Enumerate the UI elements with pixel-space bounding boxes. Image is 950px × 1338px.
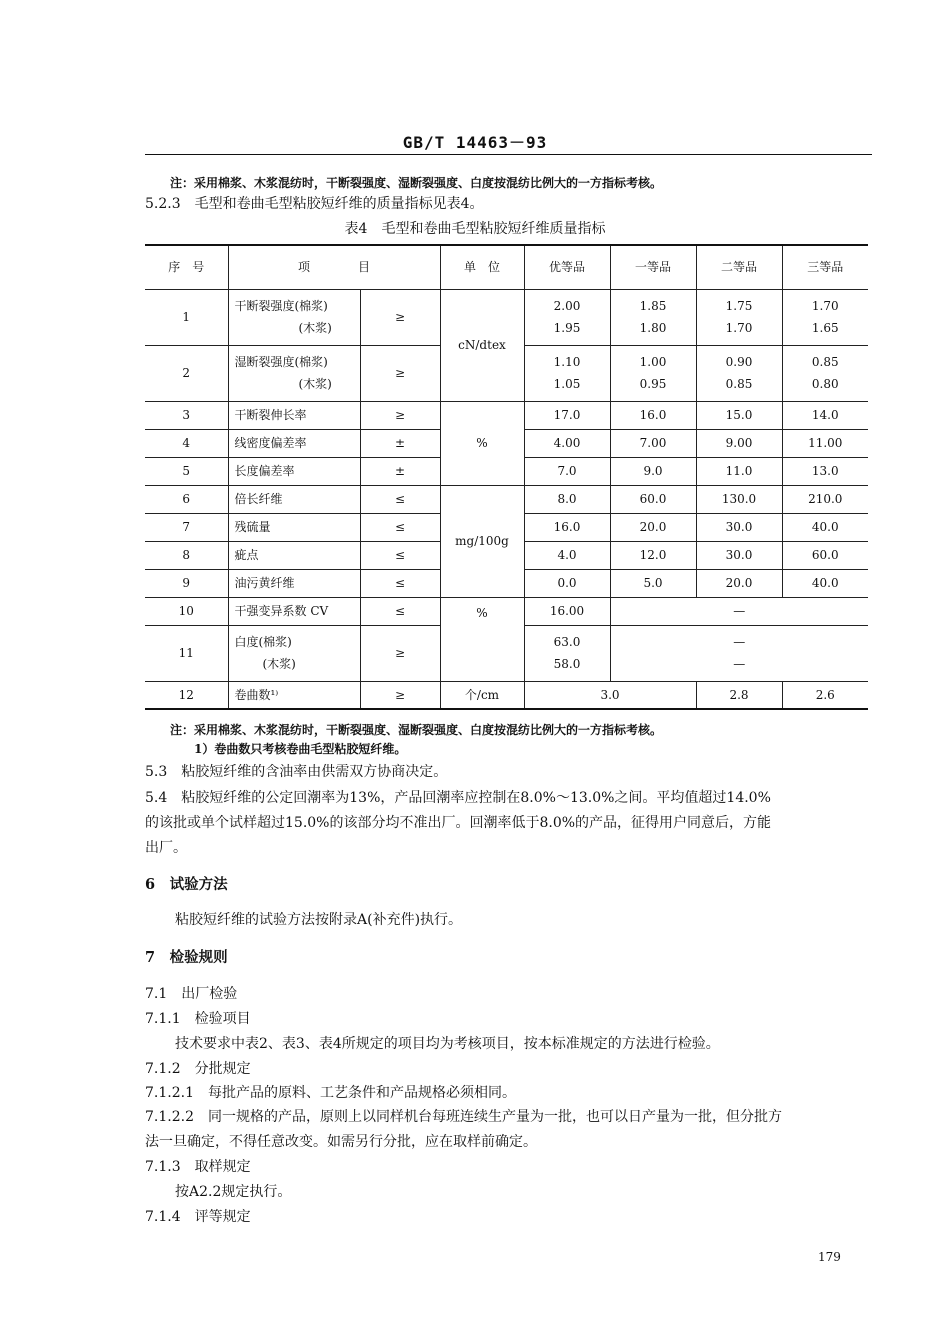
row-item: 长度偏差率 bbox=[228, 457, 360, 485]
row-item: 残硫量 bbox=[228, 513, 360, 541]
row-symbol: ≤ bbox=[360, 597, 440, 625]
row-item: 湿断裂强度(棉浆) (木浆) bbox=[228, 345, 360, 401]
row-symbol: ≥ bbox=[360, 681, 440, 709]
row-unit: 个/cm bbox=[440, 681, 524, 709]
page-number: 179 bbox=[818, 1250, 841, 1264]
row-no: 7 bbox=[145, 513, 228, 541]
section-7-1-4: 7.1.4 评等规定 bbox=[145, 1209, 251, 1225]
row-item: 油污黄纤维 bbox=[228, 569, 360, 597]
table-row bbox=[145, 401, 868, 429]
row-value: 0.90 0.85 bbox=[696, 345, 782, 401]
table-row bbox=[145, 597, 868, 625]
row-symbol: ≤ bbox=[360, 513, 440, 541]
header-grade-4: 三等品 bbox=[782, 245, 868, 289]
row-value: 16.0 bbox=[610, 401, 696, 429]
row-value: 30.0 bbox=[696, 513, 782, 541]
section-5-3: 5.3 粘胶短纤维的含油率由供需双方协商决定。 bbox=[145, 764, 448, 780]
row-item: 疵点 bbox=[228, 541, 360, 569]
table-row bbox=[145, 681, 868, 709]
row-no: 12 bbox=[145, 681, 228, 709]
row-symbol: ≤ bbox=[360, 541, 440, 569]
row-value: 11.0 bbox=[696, 457, 782, 485]
paragraph-6: 粘胶短纤维的试验方法按附录A(补充件)执行。 bbox=[175, 912, 463, 928]
row-value: 20.0 bbox=[610, 513, 696, 541]
row-no: 4 bbox=[145, 429, 228, 457]
row-unit: % bbox=[440, 597, 524, 681]
row-item: 干断裂强度(棉浆) (木浆) bbox=[228, 289, 360, 345]
row-value: 1.70 1.65 bbox=[782, 289, 868, 345]
row-value: 1.85 1.80 bbox=[610, 289, 696, 345]
row-value: — — bbox=[610, 625, 868, 681]
row-symbol: ± bbox=[360, 429, 440, 457]
section-5-4-line1: 5.4 粘胶短纤维的公定回潮率为13%，产品回潮率应控制在8.0%～13.0%之间。平均值超过14.0% bbox=[145, 790, 771, 806]
heading-6: 6 试验方法 bbox=[145, 876, 228, 893]
section-7-1-2-2-line1: 7.1.2.2 同一规格的产品，原则上以同样机台每班连续生产量为一批，也可以日产量为一批，但分批方 bbox=[145, 1109, 782, 1125]
page-header: GB/T 14463－93 bbox=[402, 133, 548, 152]
note-top: 注：采用棉浆、木浆混纺时，干断裂强度、湿断裂强度、白度按混纺比例大的一方指标考核。 bbox=[170, 176, 663, 190]
note-bottom: 注：采用棉浆、木浆混纺时，干断裂强度、湿断裂强度、白度按混纺比例大的一方指标考核。 bbox=[170, 723, 663, 737]
row-no: 8 bbox=[145, 541, 228, 569]
row-symbol: ± bbox=[360, 457, 440, 485]
paragraph-7-1-3: 按A2.2规定执行。 bbox=[175, 1184, 292, 1200]
section-7-1-1: 7.1.1 检验项目 bbox=[145, 1011, 251, 1027]
heading-7: 7 检验规则 bbox=[145, 949, 228, 966]
row-item: 倍长纤维 bbox=[228, 485, 360, 513]
row-value: 2.6 bbox=[782, 681, 868, 709]
row-no: 9 bbox=[145, 569, 228, 597]
row-no: 10 bbox=[145, 597, 228, 625]
row-value: — bbox=[610, 597, 868, 625]
row-value: 60.0 bbox=[610, 485, 696, 513]
row-symbol: ≤ bbox=[360, 485, 440, 513]
header-grade-3: 二等品 bbox=[696, 245, 782, 289]
footnote-crimp: 1）卷曲数只考核卷曲毛型粘胶短纤维。 bbox=[194, 742, 407, 756]
row-value: 16.0 bbox=[524, 513, 610, 541]
row-value: 3.0 bbox=[524, 681, 696, 709]
row-value: 0.85 0.80 bbox=[782, 345, 868, 401]
row-symbol: ≥ bbox=[360, 401, 440, 429]
header-unit: 单 位 bbox=[440, 245, 524, 289]
section-7-1-2-1: 7.1.2.1 每批产品的原料、工艺条件和产品规格必须相同。 bbox=[145, 1085, 516, 1101]
row-value: 1.75 1.70 bbox=[696, 289, 782, 345]
paragraph-7-1-1: 技术要求中表2、表3、表4所规定的项目均为考核项目，按本标准规定的方法进行检验。 bbox=[175, 1036, 720, 1052]
table-row bbox=[145, 289, 868, 345]
row-value: 12.0 bbox=[610, 541, 696, 569]
section-7-1-2-2-line2: 法一旦确定，不得任意改变。如需另行分批，应在取样前确定。 bbox=[145, 1134, 537, 1150]
row-value: 7.00 bbox=[610, 429, 696, 457]
row-value: 210.0 bbox=[782, 485, 868, 513]
row-unit: mg/100g bbox=[440, 485, 524, 597]
row-value: 4.00 bbox=[524, 429, 610, 457]
row-value: 30.0 bbox=[696, 541, 782, 569]
row-value: 16.00 bbox=[524, 597, 610, 625]
row-no: 6 bbox=[145, 485, 228, 513]
row-value: 1.00 0.95 bbox=[610, 345, 696, 401]
row-symbol: ≤ bbox=[360, 569, 440, 597]
row-value: 2.8 bbox=[696, 681, 782, 709]
section-7-1-2: 7.1.2 分批规定 bbox=[145, 1061, 251, 1077]
row-no: 11 bbox=[145, 625, 228, 681]
row-value: 2.00 1.95 bbox=[524, 289, 610, 345]
row-value: 9.0 bbox=[610, 457, 696, 485]
section-7-1: 7.1 出厂检验 bbox=[145, 986, 238, 1002]
section-5-4-line3: 出厂。 bbox=[145, 840, 187, 856]
row-value: 1.10 1.05 bbox=[524, 345, 610, 401]
row-item: 线密度偏差率 bbox=[228, 429, 360, 457]
table-header-row bbox=[145, 245, 868, 289]
header-rule bbox=[145, 154, 872, 155]
row-symbol: ≥ bbox=[360, 625, 440, 681]
row-value: 5.0 bbox=[610, 569, 696, 597]
row-value: 60.0 bbox=[782, 541, 868, 569]
row-value: 11.00 bbox=[782, 429, 868, 457]
row-value: 40.0 bbox=[782, 513, 868, 541]
row-value: 130.0 bbox=[696, 485, 782, 513]
row-value: 63.0 58.0 bbox=[524, 625, 610, 681]
row-value: 20.0 bbox=[696, 569, 782, 597]
row-value: 13.0 bbox=[782, 457, 868, 485]
row-value: 7.0 bbox=[524, 457, 610, 485]
quality-table bbox=[145, 244, 868, 710]
row-no: 1 bbox=[145, 289, 228, 345]
row-unit: % bbox=[440, 401, 524, 485]
header-item: 项 目 bbox=[228, 245, 440, 289]
row-value: 4.0 bbox=[524, 541, 610, 569]
table-title: 表4 毛型和卷曲毛型粘胶短纤维质量指标 bbox=[344, 221, 606, 237]
row-item: 卷曲数¹⁾ bbox=[228, 681, 360, 709]
row-value: 15.0 bbox=[696, 401, 782, 429]
row-symbol: ≥ bbox=[360, 345, 440, 401]
row-item: 白度(棉浆) (木浆) bbox=[228, 625, 360, 681]
row-no: 5 bbox=[145, 457, 228, 485]
row-item: 干强变异系数 CV bbox=[228, 597, 360, 625]
section-7-1-3: 7.1.3 取样规定 bbox=[145, 1159, 251, 1175]
row-item: 干断裂伸长率 bbox=[228, 401, 360, 429]
header-grade-2: 一等品 bbox=[610, 245, 696, 289]
row-unit: cN/dtex bbox=[440, 289, 524, 401]
row-value: 17.0 bbox=[524, 401, 610, 429]
row-no: 2 bbox=[145, 345, 228, 401]
row-value: 8.0 bbox=[524, 485, 610, 513]
section-5-2-3: 5.2.3 毛型和卷曲毛型粘胶短纤维的质量指标见表4。 bbox=[145, 196, 484, 212]
header-grade-1: 优等品 bbox=[524, 245, 610, 289]
row-symbol: ≥ bbox=[360, 289, 440, 345]
row-value: 14.0 bbox=[782, 401, 868, 429]
section-5-4-line2: 的该批或单个试样超过15.0%的该部分均不准出厂。回潮率低于8.0%的产品，征得用户同意后，方能 bbox=[145, 815, 772, 831]
header-no: 序 号 bbox=[145, 245, 228, 289]
row-no: 3 bbox=[145, 401, 228, 429]
row-value: 0.0 bbox=[524, 569, 610, 597]
row-value: 40.0 bbox=[782, 569, 868, 597]
row-value: 9.00 bbox=[696, 429, 782, 457]
table-row bbox=[145, 485, 868, 513]
